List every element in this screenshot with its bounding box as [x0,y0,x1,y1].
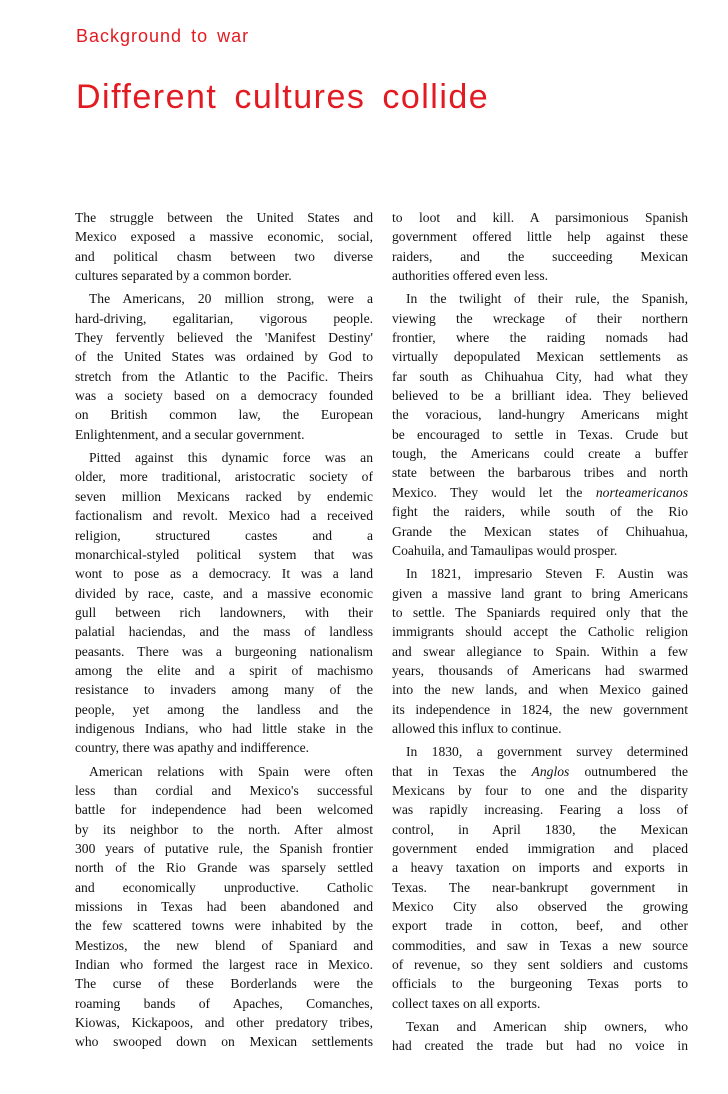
text-line [392,522,688,541]
italic-term: Anglos [531,763,570,779]
text-line [392,680,688,699]
text-run: Kiowas, Kickapoos, and other predatory tribes, [75,1015,373,1031]
text-line [392,1017,688,1036]
text-run: In the twilight of their rule, the Spanish, [406,291,688,307]
text-line [75,820,373,839]
text-line [392,208,688,227]
text-run: Mexicans by four to one and the disparity [392,782,688,798]
text-line [392,309,688,328]
text-run: to settle. The Spaniards required only that the [392,604,688,620]
text-line [392,936,688,955]
text-line [75,386,373,405]
text-run: viewing the wreckage of their northern [392,310,688,326]
text-line [75,289,373,308]
text-run: battle for independence had been welcomed [75,802,373,818]
text-line [75,719,373,738]
text-run: cultures separated by a common border. [75,268,292,284]
text-line [75,506,373,525]
text-run: commodities, and saw in Texas a new source [392,937,688,953]
text-run: state between the barbarous tribes and north [392,465,688,481]
text-run: north of the Rio Grande was sparsely settled [75,860,373,876]
text-run: outnumbered the [569,763,688,779]
text-line [392,502,688,521]
text-line [75,916,373,935]
text-run: Grande the Mexican states of Chihuahua, [392,523,688,539]
text-line [75,936,373,955]
text-run: who swooped down on Mexican settlements [75,1034,373,1050]
text-run: country, there was apathy and indifference. [75,740,310,756]
text-run: Coahuila, and Tamaulipas would prosper. [392,542,618,558]
text-run: by its neighbor to the north. After almost [75,821,373,837]
body-column-right [392,208,688,1056]
text-line [75,1013,373,1032]
text-line [75,603,373,622]
text-run: In 1830, a government survey determined [406,744,688,760]
text-run: collect taxes on all exports. [392,995,541,1011]
text-run: and political chasm between two diverse [75,248,373,264]
text-run: far south as Chihuahua City, had what they [392,368,688,384]
text-run: seven million Mexicans racked by endemic [75,488,373,504]
text-run: officials to the burgeoning Texas ports to [392,976,688,992]
text-line [75,227,373,246]
text-line [75,762,373,781]
text-line [75,622,373,641]
text-line [392,227,688,246]
text-line [392,994,688,1013]
text-run: allowed this influx to continue. [392,720,562,736]
text-run: In 1821, impresario Steven F. Austin was [406,566,688,582]
text-run: its independence in 1824, the new government [392,701,688,717]
text-line [75,448,373,467]
text-line [392,955,688,974]
text-run: Pitted against this dynamic force was an [89,450,373,466]
text-line [392,328,688,347]
text-line [392,266,688,285]
text-run: peasants. There was a burgeoning nationalism [75,643,373,659]
text-line [75,266,373,285]
article-headline: Different cultures collide [76,78,490,116]
text-line [392,463,688,482]
text-run: Indian who formed the largest race in Mexico. [75,957,373,973]
text-line [392,603,688,622]
text-line [392,719,688,738]
italic-term: norteamericanos [595,484,688,500]
text-line [392,742,688,761]
text-line [392,289,688,308]
text-line [392,444,688,463]
text-line [75,425,373,444]
text-line [392,820,688,839]
text-run: raiders, and the succeeding Mexican [392,248,688,264]
text-run: religion, structured castes and a [75,527,373,543]
text-run: palatial haciendas, and the mass of landless [75,624,373,640]
text-run: indigenous Indians, who had little stake in the [75,720,373,736]
text-line [75,661,373,680]
text-run: Mexico City also observed the growing [392,899,688,915]
text-run: the voracious, land-hungry Americans might [392,407,688,423]
text-run: The struggle between the United States and [75,210,373,225]
text-run: virtually depopulated Mexican settlements as [392,349,688,365]
text-run: government offered little help against these [392,229,688,245]
text-line [75,858,373,877]
text-line [75,800,373,819]
text-line [392,800,688,819]
text-run: Mexico exposed a massive economic, social, [75,229,373,245]
text-run: Mestizos, the new blend of Spaniard and [75,937,373,953]
text-line [392,1036,688,1055]
text-run: frontier, where the raiding nomads had [392,330,688,346]
text-line [75,545,373,564]
text-line [75,328,373,347]
text-line [75,700,373,719]
text-run: on British common law, the European [75,407,373,423]
text-run: less than cordial and Mexico's successful [75,782,373,798]
text-line [75,955,373,974]
text-run: be encouraged to settle in Texas. Crude but [392,426,688,442]
body-column-left [75,208,373,1052]
text-run: missions in Texas had been abandoned and [75,899,373,915]
text-run: Mexico. They would let the [392,484,596,500]
text-run: was a society based on a democracy founded [75,388,373,404]
text-run: Enlightenment, and a secular government. [75,426,305,442]
text-line [392,584,688,603]
text-run: people, yet among the landless and the [75,701,373,717]
text-run: authorities offered even less. [392,268,549,284]
text-run: They fervently believed the 'Manifest Destiny' [75,330,373,346]
text-line [392,642,688,661]
text-line [75,878,373,897]
text-run: monarchical-styled political system that was [75,546,373,562]
text-line [392,897,688,916]
text-run: into the new lands, and when Mexico gained [392,682,688,698]
text-run: older, more traditional, aristocratic society of [75,469,373,485]
text-line [75,405,373,424]
text-line [392,541,688,560]
text-run: believed to be a brilliant idea. They believed [392,388,688,404]
text-line [392,661,688,680]
text-run: and swear allegiance to Spain. Within a few [392,643,688,659]
text-line [392,974,688,993]
text-line [75,680,373,699]
text-line [392,483,688,502]
text-line [392,762,688,781]
text-line [392,564,688,583]
text-line [75,309,373,328]
text-line [392,878,688,897]
text-run: control, in April 1830, the Mexican [392,821,688,837]
text-run: government ended immigration and placed [392,841,688,856]
text-line [392,858,688,877]
text-line [75,367,373,386]
text-run: divided by race, caste, and a massive economic [75,585,373,601]
text-run: The curse of these Borderlands were the [75,976,373,992]
text-run: resistance to invaders among many of the [75,682,373,698]
text-line [392,781,688,800]
text-run: of revenue, so they sent soldiers and customs [392,957,688,973]
text-run: of the United States was ordained by God to [75,349,373,365]
text-run: stretch from the Atlantic to the Pacific. Theirs [75,368,373,384]
text-line [392,839,688,858]
text-line [75,208,373,227]
text-line [75,994,373,1013]
text-run: American relations with Spain were often [89,763,373,779]
text-line [75,487,373,506]
text-line [75,467,373,486]
text-line [392,425,688,444]
text-run: years, thousands of Americans had swarmed [392,662,688,678]
text-run: given a massive land grant to bring Americans [392,585,688,601]
text-line [75,974,373,993]
text-line [75,247,373,266]
text-run: roaming bands of Apaches, Comanches, [75,995,373,1011]
text-run: Texan and American ship owners, who [406,1019,688,1035]
text-run: wont to pose as a democracy. It was a land [75,566,373,582]
text-run: and economically unproductive. Catholic [75,879,373,895]
text-line [392,367,688,386]
text-run: had created the trade but had no voice in [392,1038,688,1054]
text-run: to loot and kill. A parsimonious Spanish [392,210,688,225]
text-run: factionalism and revolt. Mexico had a received [75,508,373,524]
text-run: fight the raiders, while south of the Rio [392,504,688,520]
text-line [75,347,373,366]
text-line [75,839,373,858]
section-kicker: Background to war [76,26,250,46]
text-run: gull between rich landowners, with their [75,604,373,620]
text-line [392,386,688,405]
text-run: that in Texas the [392,763,532,779]
text-line [392,622,688,641]
text-run: among the elite and a spirit of machismo [75,662,373,678]
text-line [75,897,373,916]
text-run: hard-driving, egalitarian, vigorous people. [75,310,373,326]
text-run: tough, the Americans could create a buffer [392,446,688,462]
text-line [75,738,373,757]
text-run: the few scattered towns were inhabited by the [75,918,373,934]
text-run: immigrants should accept the Catholic religion [392,624,688,640]
text-line [75,781,373,800]
text-run: The Americans, 20 million strong, were a [89,291,373,307]
text-line [75,526,373,545]
text-line [75,584,373,603]
text-line [392,916,688,935]
text-run: was rapidly increasing. Fearing a loss of [392,802,688,818]
text-line [392,247,688,266]
text-line [75,642,373,661]
text-line [392,700,688,719]
text-run: Texas. The near-bankrupt government in [392,879,688,895]
text-line [75,564,373,583]
text-line [392,405,688,424]
text-run: a heavy taxation on imports and exports in [392,860,688,876]
text-line [392,347,688,366]
text-run: 300 years of putative rule, the Spanish frontier [75,841,373,856]
text-run: export trade in cotton, beef, and other [392,918,688,934]
text-line [75,1032,373,1051]
